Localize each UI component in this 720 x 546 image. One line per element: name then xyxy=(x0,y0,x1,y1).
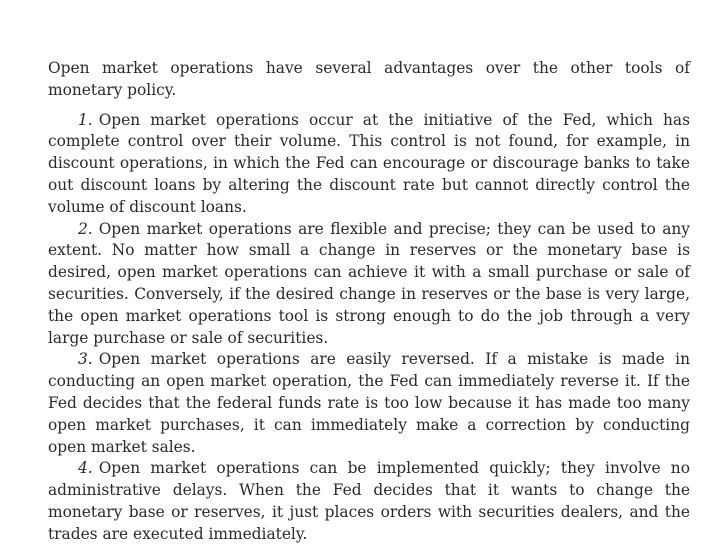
item-number: 4. xyxy=(78,459,93,478)
item-number: 2. xyxy=(78,219,93,238)
advantage-item-2 xyxy=(48,219,690,350)
intro-paragraph: Open market operations have several advantages over the other tools of monetary policy. xyxy=(48,59,690,99)
item-number: 1. xyxy=(78,110,93,129)
advantage-item-1 xyxy=(48,110,690,219)
item-text: Open market operations are easily reversed. If a mistake is made in conducting an open market operation, the Fed can immediately reverse it. If the Fed decides that the federal funds rate is too low because it has made too many open market purchases, it can immediately make a correction by conducting open market sales. xyxy=(48,350,690,456)
item-number: 3. xyxy=(78,350,93,369)
advantage-item-3 xyxy=(48,349,690,458)
item-text: Open market operations occur at the initiative of the Fed, which has complete control over their volume. This control is not found, for example, in discount operations, in which the Fed can encourage or discourage banks to take out discount loans by altering the discount rate but cannot directly control the volume of discount loans. xyxy=(48,110,690,216)
advantage-item-4 xyxy=(48,458,690,545)
document-page xyxy=(48,58,690,546)
item-text: Open market operations can be implemented quickly; they involve no administrative delays. When the Fed decides that it wants to change the monetary base or reserves, it just places orders with securities dealers, and the trades are executed immediately. xyxy=(48,459,690,543)
item-text: Open market operations are flexible and precise; they can be used to any extent. No matter how small a change in reserves or the monetary base is desired, open market operations can achieve it with a small purchase or sale of securities. Conversely, if the desired change in reserves or the base is very large, the open market operations tool is strong enough to do the job through a very large purchase or sale of securities. xyxy=(48,219,690,347)
